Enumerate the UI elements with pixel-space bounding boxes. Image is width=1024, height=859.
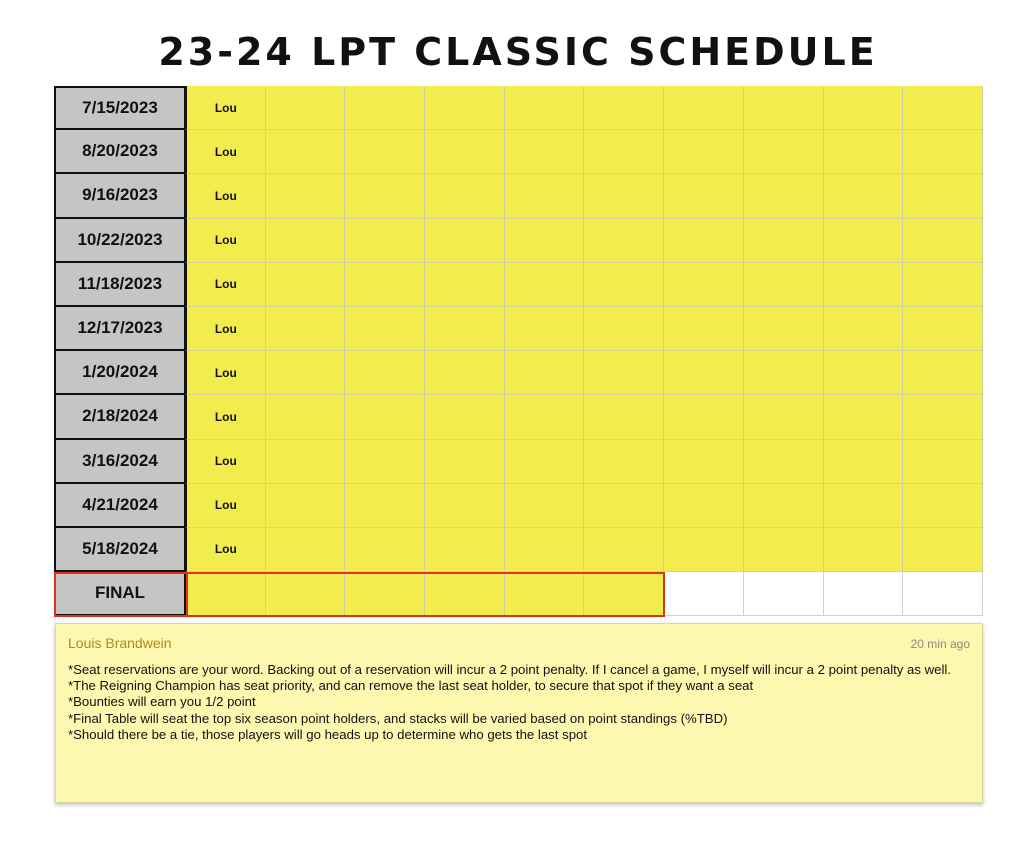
seat-cell[interactable] [345,395,425,439]
seat-cell[interactable] [584,484,664,528]
date-cell[interactable]: 1/20/2024 [54,349,186,395]
final-seat-cell[interactable] [425,572,505,616]
final-seat-cell[interactable] [903,572,983,616]
seat-cell[interactable] [744,307,824,351]
seat-cell[interactable] [664,86,744,130]
date-cell[interactable]: 12/17/2023 [54,305,186,351]
seat-cell[interactable] [744,395,824,439]
seat-cell[interactable] [584,307,664,351]
seat-cell[interactable] [425,174,505,218]
seat-cell[interactable] [584,174,664,218]
seat-cell[interactable] [345,174,425,218]
seat-cell[interactable] [824,174,904,218]
seat-cell[interactable] [903,484,983,528]
seat-cell[interactable] [824,351,904,395]
seat-cell[interactable] [584,528,664,572]
seat-cell[interactable] [345,263,425,307]
seat-cell[interactable] [266,440,346,484]
seat-cell[interactable] [903,219,983,263]
seat-cell[interactable] [824,86,904,130]
seat-cell[interactable] [266,174,346,218]
date-cell[interactable]: 5/18/2024 [54,526,186,572]
seat-cell[interactable] [824,263,904,307]
seat-cell[interactable]: Lou [186,307,266,351]
seat-cell[interactable] [345,86,425,130]
comment-note[interactable] [55,623,983,803]
schedule-grid [54,86,983,616]
seat-cell[interactable]: Lou [186,395,266,439]
seat-cell[interactable]: Lou [186,219,266,263]
seat-cell[interactable]: Lou [186,174,266,218]
seat-cell[interactable]: Lou [186,86,266,130]
final-seat-cell[interactable] [744,572,824,616]
seat-cell[interactable]: Lou [186,528,266,572]
seat-cell[interactable] [744,130,824,174]
seat-cell[interactable] [266,263,346,307]
seat-cell[interactable] [505,395,585,439]
seat-cell[interactable] [824,395,904,439]
seat-cell[interactable] [505,219,585,263]
seat-cell[interactable] [824,130,904,174]
date-cell[interactable]: 4/21/2024 [54,482,186,528]
seat-cell[interactable] [824,484,904,528]
seat-cell[interactable] [584,130,664,174]
seat-cell[interactable] [744,351,824,395]
seat-cell[interactable] [345,528,425,572]
seat-cell[interactable] [505,528,585,572]
date-cell[interactable]: 3/16/2024 [54,438,186,484]
final-seat-cell[interactable] [345,572,425,616]
seat-cell[interactable] [584,351,664,395]
seat-cell[interactable]: Lou [186,263,266,307]
seat-cell[interactable] [903,263,983,307]
seat-cell[interactable] [505,440,585,484]
seat-cell[interactable] [425,307,505,351]
seat-cell[interactable] [744,484,824,528]
seat-cell[interactable] [584,86,664,130]
seat-cell[interactable]: Lou [186,484,266,528]
seat-cell[interactable] [664,219,744,263]
date-cell[interactable]: 10/22/2023 [54,217,186,263]
final-label-cell[interactable]: FINAL [54,570,186,616]
page-title: 23-24 LPT CLASSIC SCHEDULE [158,30,878,74]
seat-cell[interactable] [345,351,425,395]
seat-cell[interactable] [744,86,824,130]
note-line: *Bounties will earn you 1/2 point [68,694,256,710]
seat-cell[interactable] [664,351,744,395]
note-timestamp: 20 min ago [910,637,970,651]
seat-cell[interactable] [266,130,346,174]
seat-cell[interactable] [425,351,505,395]
date-cell[interactable]: 11/18/2023 [54,261,186,307]
seat-cell[interactable] [266,219,346,263]
seat-cell[interactable] [425,484,505,528]
seat-cell[interactable] [824,440,904,484]
seat-cell[interactable] [664,307,744,351]
seat-cell[interactable] [266,528,346,572]
seat-cell[interactable] [584,395,664,439]
final-seat-cell[interactable] [584,572,664,616]
final-seat-cell[interactable] [824,572,904,616]
seat-cell[interactable] [425,528,505,572]
seat-cell[interactable] [345,130,425,174]
seat-cell[interactable] [584,219,664,263]
note-line: *The Reigning Champion has seat priority, and can remove the last seat holder, to secure that spot if they want a seat [68,678,754,694]
seat-cell[interactable] [505,484,585,528]
seat-cell[interactable] [664,395,744,439]
seat-cell[interactable] [824,307,904,351]
seat-cell[interactable] [505,351,585,395]
seat-cell[interactable] [824,219,904,263]
seat-cell[interactable] [664,528,744,572]
seat-cell[interactable] [425,219,505,263]
seat-cell[interactable] [903,440,983,484]
seat-cell[interactable] [266,395,346,439]
seat-cell[interactable] [345,484,425,528]
seat-cell[interactable] [425,130,505,174]
date-cell[interactable]: 8/20/2023 [54,128,186,174]
seat-cell[interactable] [903,86,983,130]
seat-cell[interactable] [903,130,983,174]
final-seat-cell[interactable] [266,572,346,616]
date-cell[interactable]: 9/16/2023 [54,172,186,218]
seat-cell[interactable] [744,440,824,484]
seat-cell[interactable] [345,307,425,351]
seat-cell[interactable]: Lou [186,440,266,484]
seat-cell[interactable] [505,86,585,130]
note-author: Louis Brandwein [68,635,172,651]
seat-cell[interactable] [744,263,824,307]
note-body [68,662,973,743]
seat-cell[interactable] [903,351,983,395]
seat-cell[interactable] [903,174,983,218]
seat-cell[interactable] [266,307,346,351]
seat-cell[interactable] [903,395,983,439]
seat-cell[interactable] [664,130,744,174]
seat-cell[interactable] [266,86,346,130]
note-line: *Seat reservations are your word. Backing out of a reservation will incur a 2 point penalty. If I cancel a game, I myself will incur a 2 point penalty as well. [68,662,952,677]
final-seat-cell[interactable] [505,572,585,616]
seat-cell[interactable] [266,484,346,528]
seat-cell[interactable] [744,219,824,263]
note-line: *Final Table will seat the top six season point holders, and stacks will be varied based on point standings (%TBD) [68,710,728,726]
seat-cell[interactable]: Lou [186,130,266,174]
seat-cell[interactable] [664,484,744,528]
seat-cell[interactable] [744,528,824,572]
seat-cell[interactable] [505,263,585,307]
seat-cell[interactable] [425,86,505,130]
seat-cell[interactable] [664,174,744,218]
final-seat-cell[interactable] [186,572,266,616]
seat-cell[interactable] [903,307,983,351]
seat-cell[interactable] [505,307,585,351]
seat-cell[interactable] [505,130,585,174]
seat-cell[interactable] [345,440,425,484]
seat-cell[interactable]: Lou [186,351,266,395]
seat-cell[interactable] [345,219,425,263]
seat-cell[interactable] [425,263,505,307]
seat-cell[interactable] [664,263,744,307]
seat-cell[interactable] [903,528,983,572]
date-cell[interactable]: 7/15/2023 [54,86,186,130]
seat-cell[interactable] [505,174,585,218]
seat-cell[interactable] [425,440,505,484]
seat-cell[interactable] [744,174,824,218]
date-cell[interactable]: 2/18/2024 [54,393,186,439]
note-line: *Should there be a tie, those players will go heads up to determine who gets the last spot [68,726,588,742]
seat-cell[interactable] [824,528,904,572]
seat-cell[interactable] [664,440,744,484]
seat-cell[interactable] [584,440,664,484]
final-seat-cell[interactable] [664,572,744,616]
seat-cell[interactable] [425,395,505,439]
seat-cell[interactable] [584,263,664,307]
seat-cell[interactable] [266,351,346,395]
